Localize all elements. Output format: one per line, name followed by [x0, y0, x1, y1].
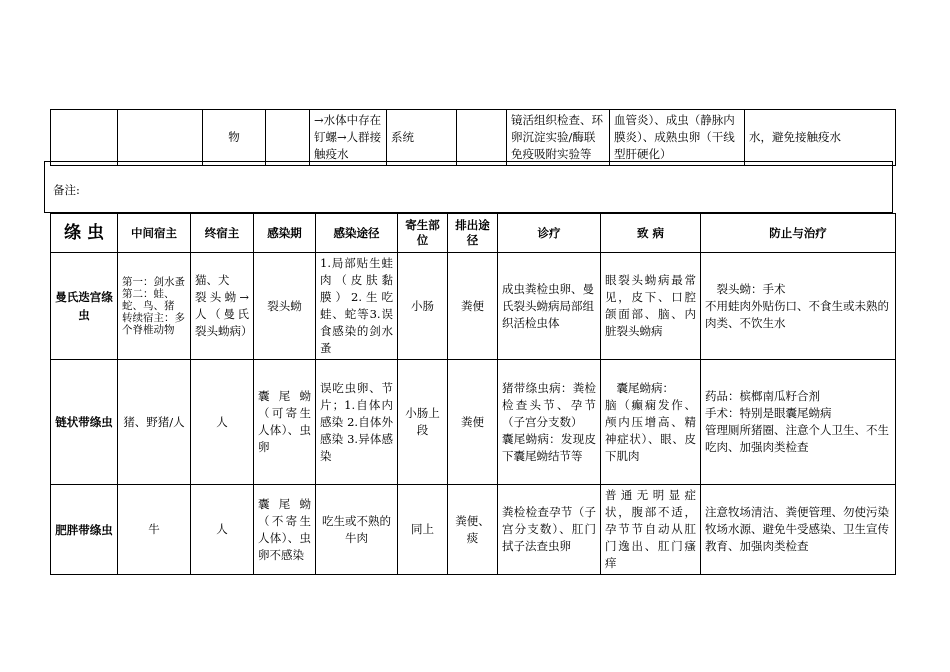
cell-definitive-host: 人 [191, 360, 254, 485]
schistosoma-row-tail [51, 110, 896, 166]
header-exit-route: 排出途径 [448, 214, 498, 253]
cell-parasitic-site: 小肠上段 [398, 360, 448, 485]
cell-intermediate-host: 第一：剑水蚤 第二：蛙、蛇、鸟、猪 转续宿主：多个脊椎动物 [118, 253, 191, 360]
cell-treatment: 注意牧场清洁、粪便管理、勿使污染牧场水源、避免牛受感染、卫生宣传教育、加强肉类检查 [701, 485, 896, 575]
header-pathology: 致 病 [601, 214, 701, 253]
header-tapeworm: 绦 虫 [51, 214, 118, 253]
cell-diagnosis: 猪带绦虫病：粪检检查头节、孕节（子宫分支数） 囊尾蚴病：发现皮下囊尾蚴结节等 [498, 360, 601, 485]
header-diagnosis: 诊疗 [498, 214, 601, 253]
cell-intermediate-host: 猪、野猪/人 [118, 360, 191, 485]
header-row [51, 214, 896, 253]
cell-infection-route: 1.局部贴生蛙肉（皮肤黏膜）2.生吃蛙、蛇等3.误食感染的剑水蚤 [316, 253, 398, 360]
cell-definitive-host: 人 [191, 485, 254, 575]
remarks-label: 备注: [53, 183, 80, 197]
cell-infective-stage: 囊尾蚴（可寄生人体）、虫卵 [254, 360, 316, 485]
cell-infection-route: 吃生或不熟的牛肉 [316, 485, 398, 575]
cell-infective-stage: 裂头蚴 [254, 253, 316, 360]
cell-pathology: 眼裂头蚴病最常见，皮下、口腔颌面部、脑、内脏裂头蚴病 [601, 253, 701, 360]
header-parasitic-site: 寄生部位 [398, 214, 448, 253]
cell-pathology: 囊尾蚴病： 脑（癫痫发作、颅内压增高、精神症状）、眼、皮下肌肉 [601, 360, 701, 485]
tapeworm-table [50, 213, 896, 575]
cell-pathology-tail: 血管炎）、成虫（静脉内膜炎）、成熟虫卵（干线型肝硬化） [610, 110, 745, 166]
cell-route-tail: →水体中存在钉螺→人群接触疫水 [310, 110, 387, 166]
cell-site-tail: 系统 [387, 110, 457, 166]
cell-empty [51, 110, 118, 166]
cell-treatment-tail: 水，避免接触疫水 [745, 110, 896, 166]
table-row [51, 485, 896, 575]
cell-diagnosis: 成虫粪检虫卵、曼氏裂头蚴病局部组织活检虫体 [498, 253, 601, 360]
upper-table-fragment [50, 109, 896, 166]
header-infective-stage: 感染期 [254, 214, 316, 253]
cell-empty [118, 110, 203, 166]
cell-infective-stage: 囊尾蚴（不寄生人体）、虫卵不感染 [254, 485, 316, 575]
cell-exit-route: 粪便、痰 [448, 485, 498, 575]
table-row [51, 253, 896, 360]
header-intermediate-host: 中间宿主 [118, 214, 191, 253]
remarks-box [44, 161, 893, 213]
table-row [51, 360, 896, 485]
header-infection-route: 感染途径 [316, 214, 398, 253]
cell-host-tail: 物 [203, 110, 266, 166]
cell-parasitic-site: 小肠 [398, 253, 448, 360]
row-name: 链状带绦虫 [51, 360, 118, 485]
cell-parasitic-site: 同上 [398, 485, 448, 575]
row-name: 肥胖带绦虫 [51, 485, 118, 575]
row-name: 曼氏迭宫绦虫 [51, 253, 118, 360]
cell-empty [266, 110, 310, 166]
cell-pathology: 普通无明显症状，腹部不适，孕节节自动从肛门逸出、肛门瘙痒 [601, 485, 701, 575]
cell-treatment: 药品：槟榔南瓜籽合剂 手术：特别是眼囊尾蚴病 管理厕所猪圈、注意个人卫生、不生吃肉、加强肉类检查 [701, 360, 896, 485]
header-definitive-host: 终宿主 [191, 214, 254, 253]
header-treatment: 防止与治疗 [701, 214, 896, 253]
cell-exit-route: 粪便 [448, 360, 498, 485]
cell-treatment: 裂头蚴：手术 不用蛙肉外贴伤口、不食生或未熟的肉类、不饮生水 [701, 253, 896, 360]
cell-intermediate-host: 牛 [118, 485, 191, 575]
cell-definitive-host: 猫、犬 裂头蚴→人（曼氏裂头蚴病） [191, 253, 254, 360]
cell-infection-route: 误吃虫卵、节片；1.自体内感染 2.自体外感染 3.异体感染 [316, 360, 398, 485]
cell-exit-route: 粪便 [448, 253, 498, 360]
cell-diagnosis: 粪检检查孕节（子宫分支数）、肛门拭子法查虫卵 [498, 485, 601, 575]
cell-diagnosis-tail: 镜活组织检查、环卵沉淀实验/酶联免疫吸附实验等 [507, 110, 610, 166]
cell-empty [457, 110, 507, 166]
